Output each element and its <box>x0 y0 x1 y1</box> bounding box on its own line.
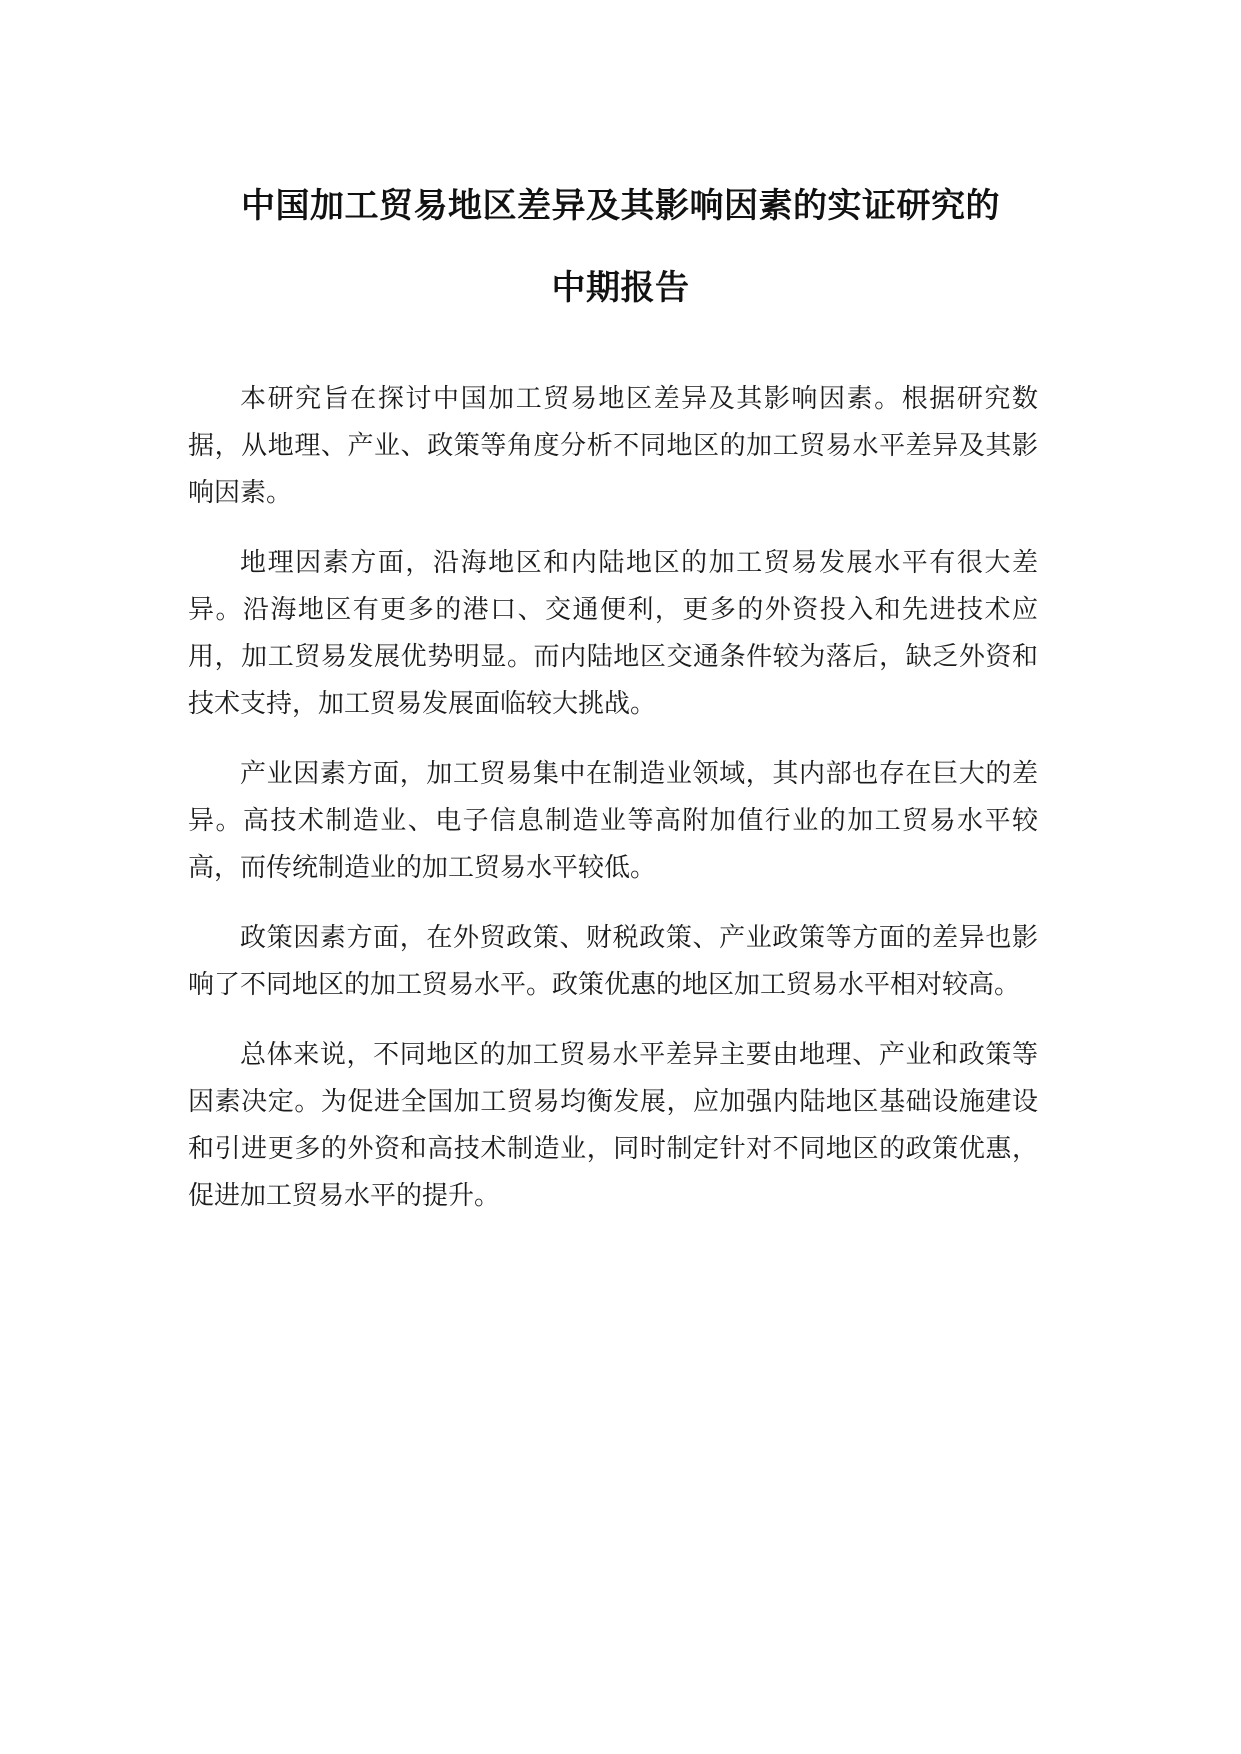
paragraph-geography: 地理因素方面，沿海地区和内陆地区的加工贸易发展水平有很大差异。沿海地区有更多的港口、交通便利，更多的外资投入和先进技术应用，加工贸易发展优势明显。而内陆地区交通条件较为落后，缺乏外资和技术支持，加工贸易发展面临较大挑战。 <box>188 548 1038 719</box>
document-title-line-2: 中期报告 <box>551 268 690 308</box>
paragraph-policy: 政策因素方面，在外贸政策、财税政策、产业政策等方面的差异也影响了不同地区的加工贸易水平。政策优惠的地区加工贸易水平相对较高。 <box>188 923 1038 1000</box>
paragraph-conclusion: 总体来说，不同地区的加工贸易水平差异主要由地理、产业和政策等因素决定。为促进全国加工贸易均衡发展，应加强内陆地区基础设施建设和引进更多的外资和高技术制造业，同时制定针对不同地区的政策优惠，促进加工贸易水平的提升。 <box>188 1040 1038 1211</box>
document-body <box>188 376 1038 1243</box>
document-title-line-1: 中国加工贸易地区差异及其影响因素的实证研究的 <box>241 186 1000 226</box>
paragraph-intro: 本研究旨在探讨中国加工贸易地区差异及其影响因素。根据研究数据，从地理、产业、政策等角度分析不同地区的加工贸易水平差异及其影响因素。 <box>188 384 1038 508</box>
paragraph-industry: 产业因素方面，加工贸易集中在制造业领域，其内部也存在巨大的差异。高技术制造业、电子信息制造业等高附加值行业的加工贸易水平较高，而传统制造业的加工贸易水平较低。 <box>188 759 1038 883</box>
